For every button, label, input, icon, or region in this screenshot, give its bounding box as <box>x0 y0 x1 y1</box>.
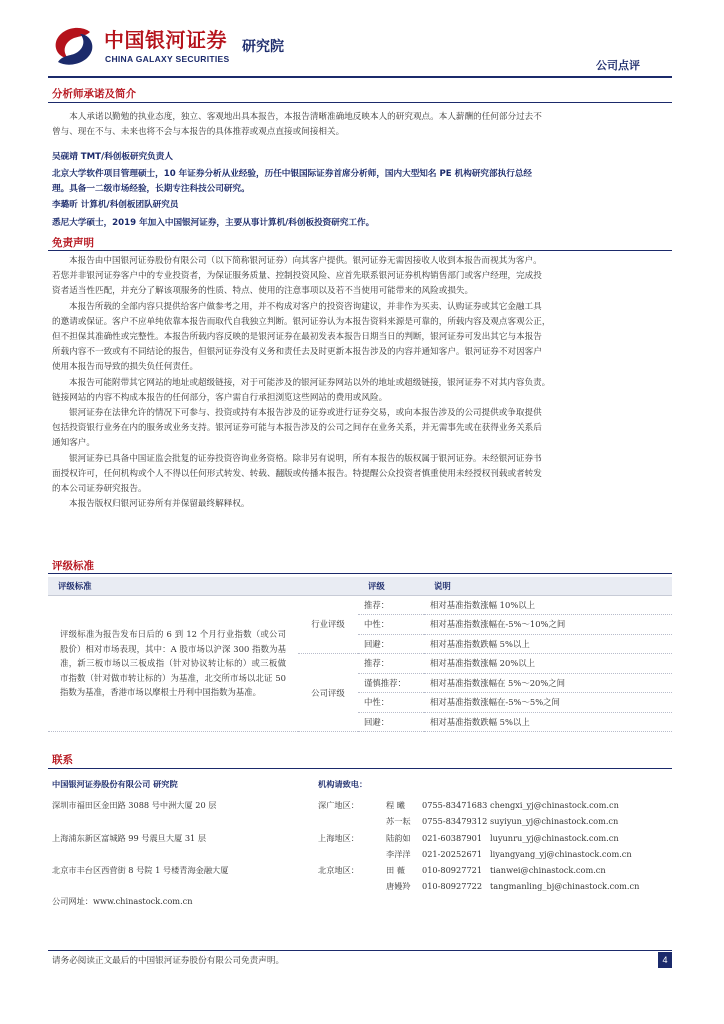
contact-section-title: 联系 <box>52 754 73 766</box>
analyst-1-title: 吴砚靖 TMT/科创板研究负责人 <box>52 152 173 162</box>
analyst-commitment <box>52 110 672 140</box>
address-beijing: 北京市丰台区西营街 8 号院 1 号楼青海金融大厦 <box>52 865 229 875</box>
disclaimer-line: 的本公司证券研究报告。 <box>52 484 147 495</box>
company-website[interactable]: 公司网址：www.chinastock.com.cn <box>52 896 193 906</box>
commitment-line-1: 本人承诺以勤勉的执业态度，独立、客观地出具本报告，本报告清晰准确地反映本人的研究观点。本人薪酬的任何部分过去不 <box>69 112 542 122</box>
rating-desc: 相对基准指数涨幅在 5%～20%之间 <box>424 673 672 693</box>
disclaimer-body <box>52 254 672 512</box>
contact-name: 苏一耘 <box>386 816 411 826</box>
page-number: 4 <box>658 952 672 968</box>
rating-col-rating: 评级 <box>358 577 424 595</box>
contact-name: 陆韵如 <box>386 833 411 843</box>
institute-label: 研究院 <box>242 39 284 55</box>
contact-name: 唐嫚羚 <box>386 881 411 891</box>
contact-phone: 021-20252671 <box>422 849 483 859</box>
disclaimer-line: 但不担保其准确性或完整性。本报告所载内容反映的是银河证券在最初发表本报告日期当日的判断，银河证券可发出其它与本报告 <box>52 332 542 343</box>
contact-name: 程 曦 <box>386 800 405 810</box>
rating-col-desc: 说明 <box>424 577 672 595</box>
disclaimer-section-title: 免责声明 <box>52 237 94 249</box>
region-beijing: 北京地区： <box>318 865 359 875</box>
disclaimer-line: 面授权许可，任何机构或个人不得以任何形式转发、转载、翻版或传播本报告。特提醒公众投资者慎重使用未经授权刊载或者转发 <box>52 468 542 479</box>
rating-value: 回避： <box>358 712 424 732</box>
contact-email[interactable]: luyunru_yj@chinastock.com.cn <box>490 833 619 843</box>
rating-value: 推荐： <box>358 595 424 615</box>
document-type: 公司点评 <box>596 59 640 72</box>
disclaimer-line: 通知客户。 <box>52 438 95 449</box>
disclaimer-section-divider <box>48 250 672 251</box>
rating-table <box>48 577 672 732</box>
analyst-1-bio-line-1: 北京大学软件项目管理硕士，10 年证券分析从业经验，历任中银国际证券首席分析师，国内大型知名 PE 机构研究部执行总经 <box>52 169 532 179</box>
rating-value: 中性： <box>358 693 424 713</box>
region-shanghai: 上海地区： <box>318 833 359 843</box>
rating-desc: 相对基准指数涨幅在-5%～5%之间 <box>424 693 672 713</box>
disclaimer-line: 银河证券已具备中国证监会批复的证券投资咨询业务资格。除非另有说明，所有本报告的版权属于银河证券。未经银河证券书 <box>69 453 542 464</box>
disclaimer-line: 银河证券在法律允许的情况下可参与、投资或持有本报告涉及的证券或进行证券交易，或向本报告涉及的公司提供或争取提供 <box>69 408 542 419</box>
rating-value: 谨慎推荐： <box>358 673 424 693</box>
rating-standard-text: 评级标准为报告发布日后的 6 到 12 个月行业指数（或公司股价）相对市场表现，其中：A 股市场以沪深 300 指数为基准，新三板市场以三板成指（针对协议转让标的）或三板做市指数（针对做市转让标的）为基准，北交所市场以北证 50 指数为基准，香港市场以摩根士丹利中国指数为基准。 <box>48 595 298 732</box>
disclaimer-line: 本报告可能附带其它网站的地址或超级链接，对于可能涉及的银河证券网站以外的地址或超级链接，银河证券不对其内容负责。 <box>69 377 551 388</box>
rating-desc: 相对基准指数涨幅在-5%～10%之间 <box>424 615 672 635</box>
rating-value: 中性： <box>358 615 424 635</box>
contact-section-divider <box>48 768 672 769</box>
contact-name: 李洋洋 <box>386 849 411 859</box>
table-row <box>48 595 672 615</box>
inst-sales-label: 机构请致电： <box>318 779 368 789</box>
disclaimer-line: 链接网站的内容不构成本报告的任何部分，客户需自行承担浏览这些网站的费用或风险。 <box>52 392 388 403</box>
disclaimer-line: 包括投资银行业务在内的服务或业务支持。银河证券可能与本报告涉及的公司之间存在业务关系，并无需事先或在获得业务关系后 <box>52 423 542 434</box>
analyst-1-bio-line-2: 理。具备一二级市场经验，长期专注科技公司研究。 <box>52 184 250 194</box>
rating-desc: 相对基准指数涨幅 10%以上 <box>424 595 672 615</box>
disclaimer-line: 的邀请或保证。客户不应单纯依靠本报告而取代自我独立判断。银河证券认为本报告资料来源是可靠的，所载内容及观点客观公正， <box>52 316 551 327</box>
analyst-2-bio: 悉尼大学硕士，2019 年加入中国银河证券，主要从事计算机/科创板投资研究工作。 <box>52 218 375 228</box>
contact-phone: 010-80927722 <box>422 881 483 891</box>
region-shenzhen: 深广地区： <box>318 800 359 810</box>
disclaimer-line: 资者适当性匹配，并充分了解该项服务的性质、特点、使用的注意事项以及若不当使用可能带来的风险或损失。 <box>52 286 474 297</box>
rating-desc: 相对基准指数跌幅 5%以上 <box>424 634 672 654</box>
analyst-section-divider <box>48 102 672 103</box>
contact-name: 田 薇 <box>386 865 405 875</box>
rating-value: 回避： <box>358 634 424 654</box>
rating-desc: 相对基准指数跌幅 5%以上 <box>424 712 672 732</box>
disclaimer-line: 使用本报告而导致的损失负任何责任。 <box>52 362 199 373</box>
address-shanghai: 上海浦东新区富城路 99 号震旦大厦 31 层 <box>52 833 207 843</box>
company-rating-label: 公司评级 <box>298 654 358 732</box>
report-header <box>48 20 672 72</box>
contact-phone: 010-80927721 <box>422 865 483 875</box>
disclaimer-line: 本报告由中国银河证券股份有限公司（以下简称银河证券）向其客户提供。银河证券无需因接收人收到本报告而视其为客户。 <box>69 256 542 266</box>
contact-phone: 0755-83479312 <box>422 816 488 826</box>
contact-email[interactable]: liyangyang_yj@chinastock.com.cn <box>490 849 632 859</box>
rating-section-title: 评级标准 <box>52 560 94 572</box>
contact-email[interactable]: suyiyun_yj@chinastock.com.cn <box>490 816 619 826</box>
header-divider <box>48 76 672 78</box>
address-shenzhen: 深圳市福田区金田路 3088 号中洲大厦 20 层 <box>52 800 217 810</box>
disclaimer-line: 本报告所载的全部内容只提供给客户做参考之用，并不构成对客户的投资咨询建议，并非作为买卖、认购证券或其它金融工具 <box>69 301 542 312</box>
rating-col-standard: 评级标准 <box>48 577 298 595</box>
rating-table-header <box>48 577 672 595</box>
rating-value: 推荐： <box>358 654 424 674</box>
disclaimer-line: 本报告版权归银河证券所有并保留最终解释权。 <box>69 499 250 510</box>
contact-phone: 0755-83471683 <box>422 800 488 810</box>
contact-phone: 021-60387901 <box>422 833 483 843</box>
contact-email[interactable]: chengxi_yj@chinastock.com.cn <box>490 800 619 810</box>
brand-name-en: CHINA GALAXY SECURITIES <box>105 54 230 64</box>
commitment-line-2: 曾与、现在不与、未来也将不会与本报告的具体推荐或观点直接或间接相关。 <box>52 127 345 138</box>
contact-email[interactable]: tangmanling_bj@chinastock.com.cn <box>490 881 640 891</box>
disclaimer-line: 所载内容不一致或有不同结论的报告，但银河证券没有义务和责任去及时更新本报告涉及的内容并通知客户。银河证券不对因客户 <box>52 347 542 358</box>
company-name: 中国银河证券股份有限公司 研究院 <box>52 779 178 789</box>
analyst-section-title: 分析师承诺及简介 <box>52 88 136 100</box>
rating-desc: 相对基准指数涨幅 20%以上 <box>424 654 672 674</box>
contact-email[interactable]: tianwei@chinastock.com.cn <box>490 865 606 875</box>
footer-divider <box>48 950 672 951</box>
galaxy-logo-icon <box>50 22 98 70</box>
disclaimer-line: 若您并非银河证券客户中的专业投资者，为保证服务质量、控制投资风险、应首先联系银河证券机构销售部门或客户经理，完成投 <box>52 271 542 282</box>
industry-rating-label: 行业评级 <box>298 595 358 654</box>
analyst-2-title: 李璐昕 计算机/科创板团队研究员 <box>52 200 179 210</box>
footer-notice: 请务必阅读正文最后的中国银河证券股份有限公司免责声明。 <box>52 956 285 966</box>
rating-section-divider <box>48 573 672 574</box>
brand-name-cn: 中国银河证券 <box>104 28 227 52</box>
